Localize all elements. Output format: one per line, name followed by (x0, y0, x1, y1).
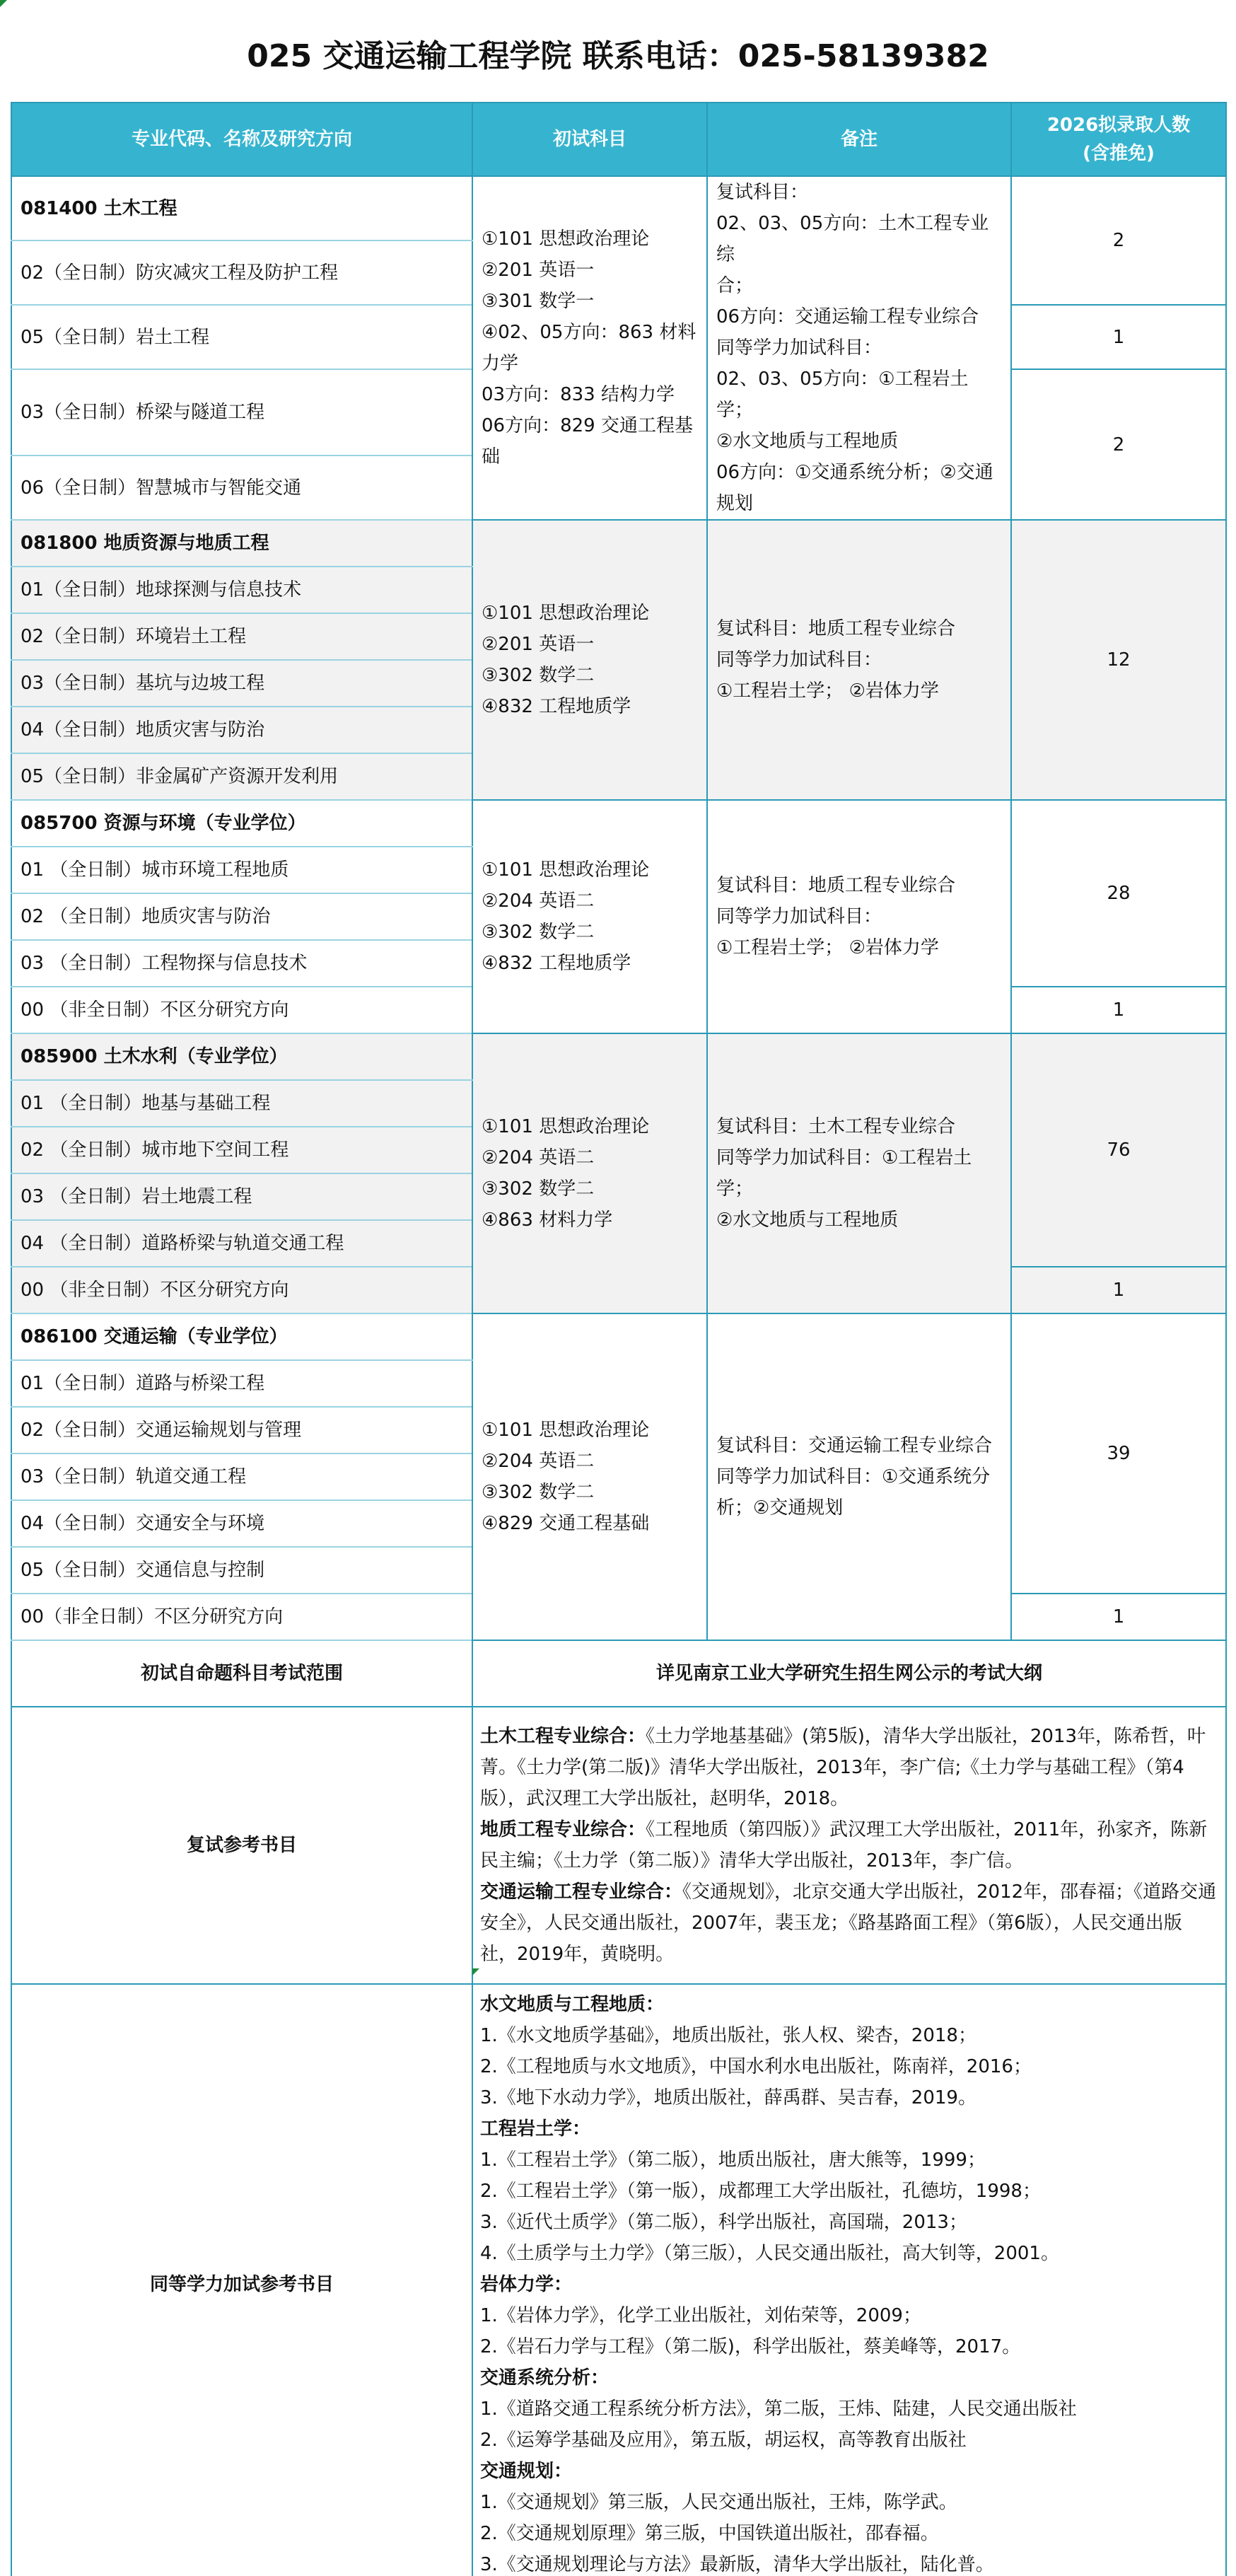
major-name: 085700 资源与环境（专业学位） (11, 800, 472, 847)
note-line: 规划 (716, 493, 754, 514)
note-line: ②水文地质与工程地质 (716, 431, 899, 452)
subject-line: ④829 交通工程基础 (482, 1513, 650, 1534)
subject-line: ③302 数学二 (482, 1482, 595, 1503)
equal-book-item: 2.《交通规划原理》第三版，中国铁道出版社，邵春福。 (480, 2523, 939, 2544)
admission-count: 39 (1011, 1313, 1226, 1594)
subject-line: ①101 思想政治理论 (482, 228, 650, 250)
direction-name: 03 （全日制）岩土地震工程 (11, 1173, 472, 1220)
equal-book-item: 2.《工程地质与水文地质》，中国水利水电出版社，陈南祥，2016； (480, 2056, 1032, 2077)
table-row (11, 1313, 1226, 1360)
retest-books-content (472, 1707, 1226, 1984)
note-line: 02、03、05方向：①工程岩土学； (716, 369, 969, 421)
equal-book-heading: 水文地质与工程地质： (480, 1994, 665, 2015)
header-count (1011, 103, 1226, 176)
note-line: 复试科目：交通运输工程专业综合 (716, 1435, 993, 1456)
note-line: 同等学力加试科目： (716, 906, 882, 927)
admission-count: 1 (1011, 305, 1226, 369)
direction-name: 01 （全日制）地基与基础工程 (11, 1080, 472, 1127)
notes-cell (707, 1313, 1011, 1640)
note-line: ①工程岩土学； ②岩体力学 (716, 680, 939, 702)
retest-book-entry (480, 1876, 1218, 1970)
header-notes: 备注 (707, 103, 1011, 176)
header-row (11, 103, 1226, 176)
subject-line: ④863 材料力学 (482, 1209, 613, 1231)
retest-book-text: 《交通规划》，北京交通大学出版社，2012年，邵春福；《道路交通安全》，人民交通出版社，2007年，裴玉龙；《路基路面工程》（第6版），人民交通出版社，2019年，黄晓明。 (480, 1881, 1217, 1965)
equal-book-heading: 交通规划： (480, 2461, 573, 2482)
admission-count: 12 (1011, 520, 1226, 800)
direction-name: 02（全日制）环境岩土工程 (11, 613, 472, 660)
cell-comment-marker (472, 1968, 479, 1975)
note-line: 复试科目：土木工程专业综合 (716, 1116, 956, 1137)
retest-book-subject: 交通运输工程专业综合： (480, 1881, 683, 1903)
note-line: 合； (716, 275, 754, 296)
subject-line: ②201 英语一 (482, 634, 595, 655)
direction-name: 04（全日制）地质灾害与防治 (11, 707, 472, 753)
direction-name: 01（全日制）道路与桥梁工程 (11, 1360, 472, 1407)
subject-line: ④02、05方向：863 材料 (482, 322, 696, 343)
subject-line: ①101 思想政治理论 (482, 1116, 650, 1137)
equal-book-item: 3.《地下水动力学》，地质出版社，薛禹群、吴吉春，2019。 (480, 2087, 976, 2108)
admission-count: 1 (1011, 1594, 1226, 1640)
direction-name: 06（全日制）智慧城市与智能交通 (11, 456, 472, 520)
subject-line: ②204 英语二 (482, 890, 595, 912)
equal-book-item: 3.《交通规划理论与方法》最新版，清华大学出版社，陆化普。 (480, 2554, 994, 2575)
subject-line: ①101 思想政治理论 (482, 603, 650, 624)
direction-name: 02（全日制）防灾减灾工程及防护工程 (11, 240, 472, 305)
retest-book-text: 《土力学地基基础》(第5版)，清华大学出版社，2013年，陈希哲，叶菁。《土力学(第二版)》清华大学出版社，2013年，李广信;《土力学与基础工程》（第4版），武汉理工大学出版社，赵明华，2018。 (480, 1726, 1206, 1809)
direction-name: 00 （非全日制）不区分研究方向 (11, 987, 472, 1033)
note-line: 复试科目：地质工程专业综合 (716, 875, 956, 896)
direction-name: 02 （全日制）城市地下空间工程 (11, 1127, 472, 1173)
subject-line: ①101 思想政治理论 (482, 1420, 650, 1441)
note-line: ①工程岩土学； ②岩体力学 (716, 937, 939, 958)
notes-cell (707, 1033, 1011, 1313)
table-row (11, 176, 1226, 240)
subjects-cell (472, 1313, 707, 1640)
direction-name: 00 （非全日制）不区分研究方向 (11, 1267, 472, 1313)
direction-name: 00（非全日制）不区分研究方向 (11, 1594, 472, 1640)
equal-book-item: 1.《交通规划》第三版，人民交通出版社，王炜，陈学武。 (480, 2492, 957, 2513)
admission-count: 1 (1011, 1267, 1226, 1313)
cell-comment-marker (0, 0, 7, 7)
subject-line: ②204 英语二 (482, 1451, 595, 1472)
subjects-cell (472, 520, 707, 800)
note-line: 复试科目：地质工程专业综合 (716, 618, 956, 639)
equal-book-item: 2.《工程岩土学》（第一版），成都理工大学出版社，孔德坊，1998； (480, 2181, 1041, 2202)
direction-name: 02 （全日制）地质灾害与防治 (11, 893, 472, 940)
equal-book-item: 4.《土质学与土力学》（第三版），人民交通出版社，高大钊等，2001。 (480, 2243, 1059, 2264)
direction-name: 05（全日制）交通信息与控制 (11, 1547, 472, 1594)
direction-name: 03（全日制）基坑与边坡工程 (11, 660, 472, 707)
note-line: 同等学力加试科目：①交通系统分 (716, 1466, 991, 1487)
note-line: 析；②交通规划 (716, 1497, 844, 1519)
table-row (11, 1033, 1226, 1080)
admission-table (11, 102, 1227, 2576)
page-title: 025 交通运输工程学院 联系电话：025-58139382 (247, 38, 989, 74)
subject-line: 03方向：833 结构力学 (482, 384, 675, 405)
notes-cell (707, 800, 1011, 1033)
major-name: 086100 交通运输（专业学位） (11, 1313, 472, 1360)
equal-books-row (11, 1984, 1226, 2576)
equal-book-heading: 工程岩土学： (480, 2118, 591, 2140)
equal-books-label: 同等学力加试参考书目 (11, 1984, 472, 2576)
table-row (11, 520, 1226, 567)
note-line: 同等学力加试科目： (716, 649, 882, 671)
subject-line: ③302 数学二 (482, 665, 595, 686)
note-line: 06方向：交通运输工程专业综合 (716, 306, 979, 327)
notes-cell (707, 520, 1011, 800)
major-name: 085900 土木水利（专业学位） (11, 1033, 472, 1080)
note-line: 同等学力加试科目：①工程岩土学； (716, 1147, 972, 1200)
equal-book-heading: 交通系统分析： (480, 2367, 610, 2389)
equal-book-heading: 岩体力学： (480, 2274, 573, 2295)
subject-line: ②204 英语二 (482, 1147, 595, 1168)
retest-book-entry (480, 1814, 1218, 1876)
exam-scope-label: 初试自命题科目考试范围 (11, 1640, 472, 1707)
subjects-cell (472, 176, 707, 520)
header-subjects: 初试科目 (472, 103, 707, 176)
subjects-cell (472, 800, 707, 1033)
subject-line: ②201 英语一 (482, 260, 595, 281)
equal-book-item: 1.《工程岩土学》（第二版），地质出版社，唐大熊等，1999； (480, 2149, 986, 2171)
equal-book-item: 2.《岩石力学与工程》（第二版)，科学出版社，蔡美峰等，2017。 (480, 2336, 1021, 2357)
subjects-cell (472, 1033, 707, 1313)
subject-line: ③301 数学一 (482, 291, 595, 312)
note-line: 复试科目： (716, 182, 809, 203)
subject-line: 础 (482, 446, 501, 468)
direction-name: 02（全日制）交通运输规划与管理 (11, 1407, 472, 1454)
subject-line: ④832 工程地质学 (482, 696, 631, 717)
note-line: 同等学力加试科目： (716, 337, 882, 359)
retest-book-subject: 土木工程专业综合： (480, 1726, 646, 1747)
equal-book-item: 3.《近代土质学》（第二版），科学出版社，高国瑞，2013； (480, 2212, 967, 2233)
equal-book-item: 1.《道路交通工程系统分析方法》，第二版，王炜、陆建，人民交通出版社 (480, 2398, 1077, 2420)
direction-name: 04 （全日制）道路桥梁与轨道交通工程 (11, 1220, 472, 1267)
note-line: ②水文地质与工程地质 (716, 1209, 899, 1231)
subject-line: ③302 数学二 (482, 922, 595, 943)
admission-count: 2 (1011, 176, 1226, 305)
subject-line: 06方向：829 交通工程基 (482, 415, 693, 436)
notes-cell (707, 176, 1011, 520)
direction-name: 05（全日制）非金属矿产资源开发利用 (11, 753, 472, 800)
equal-books-content (472, 1984, 1226, 2576)
exam-scope-row (11, 1640, 1226, 1707)
retest-books-label: 复试参考书目 (11, 1707, 472, 1984)
subject-line: 力学 (482, 353, 519, 374)
direction-name: 01（全日制）地球探测与信息技术 (11, 567, 472, 613)
table-row (11, 800, 1226, 847)
direction-name: 01 （全日制）城市环境工程地质 (11, 847, 472, 893)
admission-count: 1 (1011, 987, 1226, 1033)
admission-count: 28 (1011, 800, 1226, 987)
major-name: 081800 地质资源与地质工程 (11, 520, 472, 567)
admission-count: 2 (1011, 369, 1226, 520)
admission-count: 76 (1011, 1033, 1226, 1267)
direction-name: 03 （全日制）工程物探与信息技术 (11, 940, 472, 987)
retest-books-row (11, 1707, 1226, 1984)
exam-scope-value: 详见南京工业大学研究生招生网公示的考试大纲 (472, 1640, 1226, 1707)
retest-book-subject: 地质工程专业综合： (480, 1819, 646, 1840)
header-major: 专业代码、名称及研究方向 (11, 103, 472, 176)
retest-book-entry (480, 1721, 1218, 1814)
subject-line: ④832 工程地质学 (482, 953, 631, 974)
major-name: 081400 土木工程 (11, 176, 472, 240)
header-count-line2: (含推免) (1083, 143, 1155, 164)
note-line: 02、03、05方向：土木工程专业综 (716, 213, 989, 265)
equal-book-item: 1.《水文地质学基础》，地质出版社，张人权、梁杏，2018； (480, 2025, 976, 2046)
subject-line: ①101 思想政治理论 (482, 859, 650, 881)
equal-book-item: 1.《岩体力学》，化学工业出版社，刘佑荣等，2009； (480, 2305, 921, 2326)
equal-book-item: 2.《运筹学基础及应用》，第五版，胡运权，高等教育出版社 (480, 2430, 967, 2451)
retest-book-text: 《工程地质（第四版）》武汉理工大学出版社，2011年，孙家齐，陈新民主编；《土力学（第二版）》清华大学出版社，2013年，李广信。 (480, 1819, 1208, 1872)
direction-name: 03（全日制）桥梁与隧道工程 (11, 369, 472, 456)
header-count-line1: 2026拟录取人数 (1046, 115, 1191, 136)
direction-name: 03（全日制）轨道交通工程 (11, 1454, 472, 1500)
direction-name: 04（全日制）交通安全与环境 (11, 1500, 472, 1547)
direction-name: 05（全日制）岩土工程 (11, 305, 472, 369)
subject-line: ③302 数学二 (482, 1178, 595, 1200)
note-line: 06方向：①交通系统分析；②交通 (716, 462, 993, 483)
